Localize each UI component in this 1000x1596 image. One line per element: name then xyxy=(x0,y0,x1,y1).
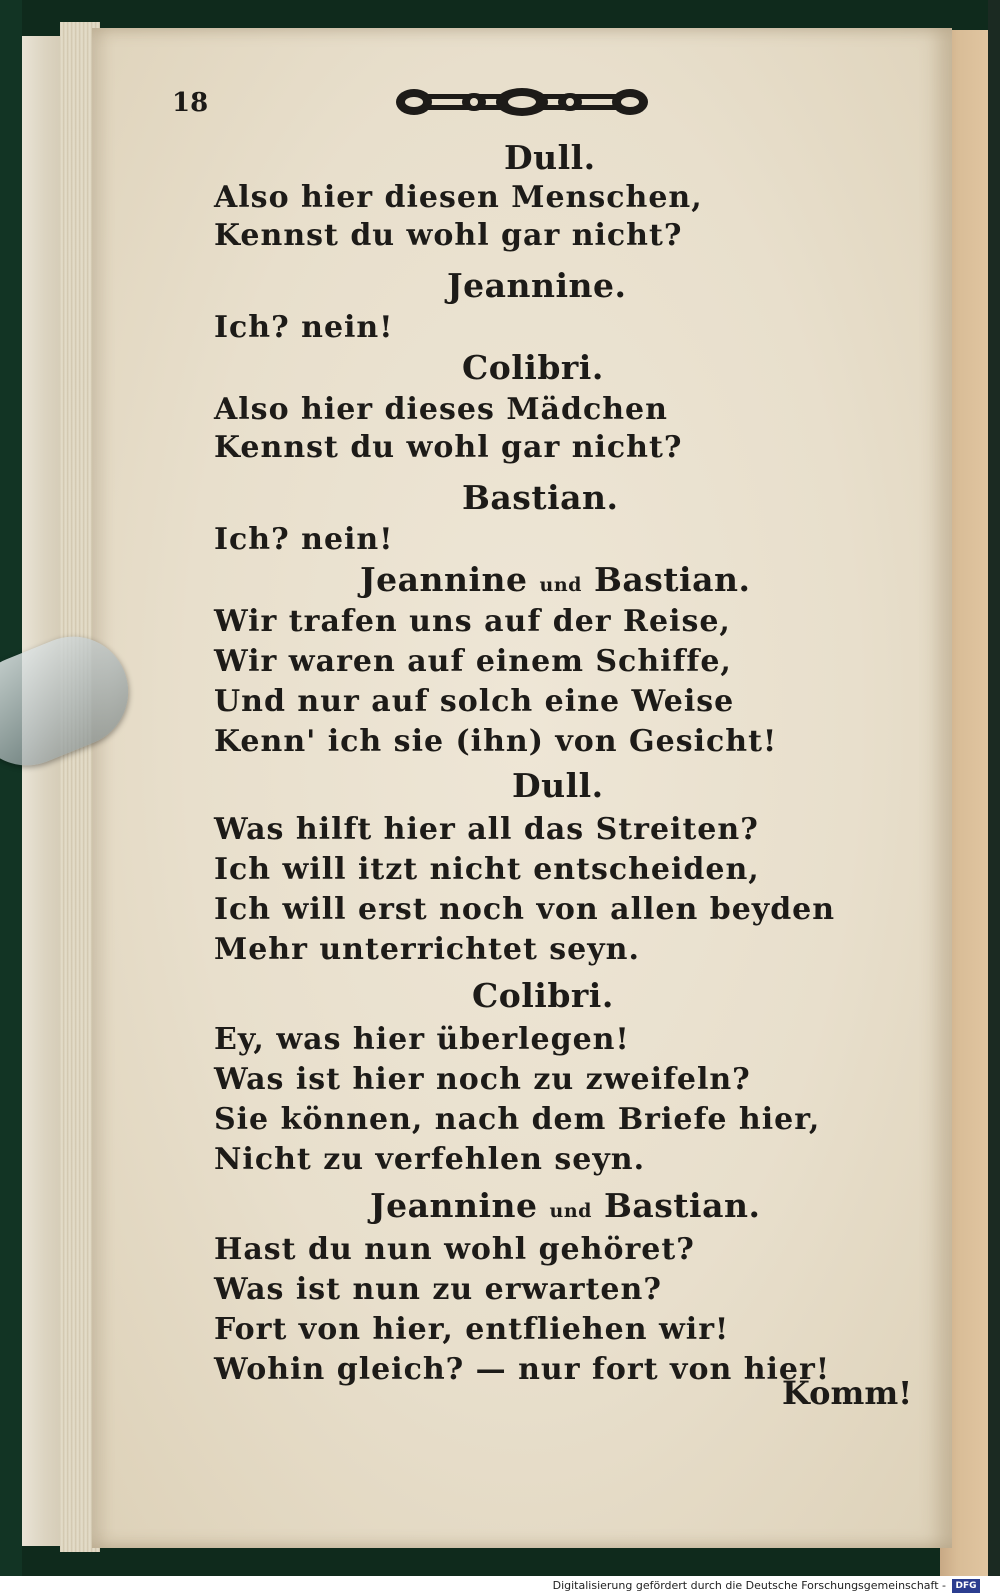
speaker-heading: Dull. xyxy=(512,766,604,805)
verse-line: Was hilft hier all das Streiten? xyxy=(214,812,759,847)
verse-line: Ich will itzt nicht entscheiden, xyxy=(214,852,760,887)
speaker-name: Bastian. xyxy=(603,1186,761,1225)
scan-background-left xyxy=(0,0,22,1576)
verse-line: Fort von hier, entfliehen wir! xyxy=(214,1312,730,1347)
catchword: Komm! xyxy=(782,1374,913,1412)
verse-line: Mehr unterrichtet seyn. xyxy=(214,932,640,967)
verse-line: Ich? nein! xyxy=(214,310,394,345)
verse-line: Hast du nun wohl gehöret? xyxy=(214,1232,695,1267)
speaker-name: Jeannine xyxy=(360,560,528,599)
verse-line: Wir trafen uns auf der Reise, xyxy=(214,604,731,639)
verse-line: Ey, was hier überlegen! xyxy=(214,1022,630,1057)
scan-background-right xyxy=(988,0,1000,1576)
speaker-heading: Dull. xyxy=(504,138,596,177)
dialogue-text xyxy=(92,28,952,1548)
verse-line: Also hier dieses Mädchen xyxy=(214,392,668,427)
speaker-connector: und xyxy=(549,1200,592,1222)
verse-line: Wir waren auf einem Schiffe, xyxy=(214,644,732,679)
verse-line: Kennst du wohl gar nicht? xyxy=(214,430,683,465)
page-number: 18 xyxy=(172,88,209,118)
verse-line: Wohin gleich? — nur fort von hier! xyxy=(214,1352,830,1387)
speaker-heading: Colibri. xyxy=(462,348,604,387)
verse-line: Also hier diesen Menschen, xyxy=(214,180,703,215)
verse-line: Kennst du wohl gar nicht? xyxy=(214,218,683,253)
dfg-logo: DFG xyxy=(952,1579,980,1593)
verse-line: Was ist nun zu erwarten? xyxy=(214,1272,662,1307)
book-page xyxy=(92,28,952,1548)
speaker-heading: Jeannine. xyxy=(447,266,627,305)
speaker-heading-duet xyxy=(360,560,750,599)
verse-line: Ich? nein! xyxy=(214,522,394,557)
verse-line: Was ist hier noch zu zweifeln? xyxy=(214,1062,751,1097)
verse-line: Ich will erst noch von allen beyden xyxy=(214,892,836,927)
funding-credit: Digitalisierung gefördert durch die Deutsche Forschungsgemeinschaft - xyxy=(552,1579,946,1592)
digitization-footer xyxy=(0,1576,1000,1596)
speaker-connector: und xyxy=(539,574,582,596)
speaker-heading: Colibri. xyxy=(472,976,614,1015)
speaker-heading-duet xyxy=(370,1186,760,1225)
speaker-heading: Bastian. xyxy=(462,478,619,517)
verse-line: Sie können, nach dem Briefe hier, xyxy=(214,1102,821,1137)
verse-line: Kenn' ich sie (ihn) von Gesicht! xyxy=(214,724,778,759)
speaker-name: Jeannine xyxy=(370,1186,538,1225)
speaker-name: Bastian. xyxy=(593,560,751,599)
verse-line: Nicht zu verfehlen seyn. xyxy=(214,1142,646,1177)
verse-line: Und nur auf solch eine Weise xyxy=(214,684,735,719)
